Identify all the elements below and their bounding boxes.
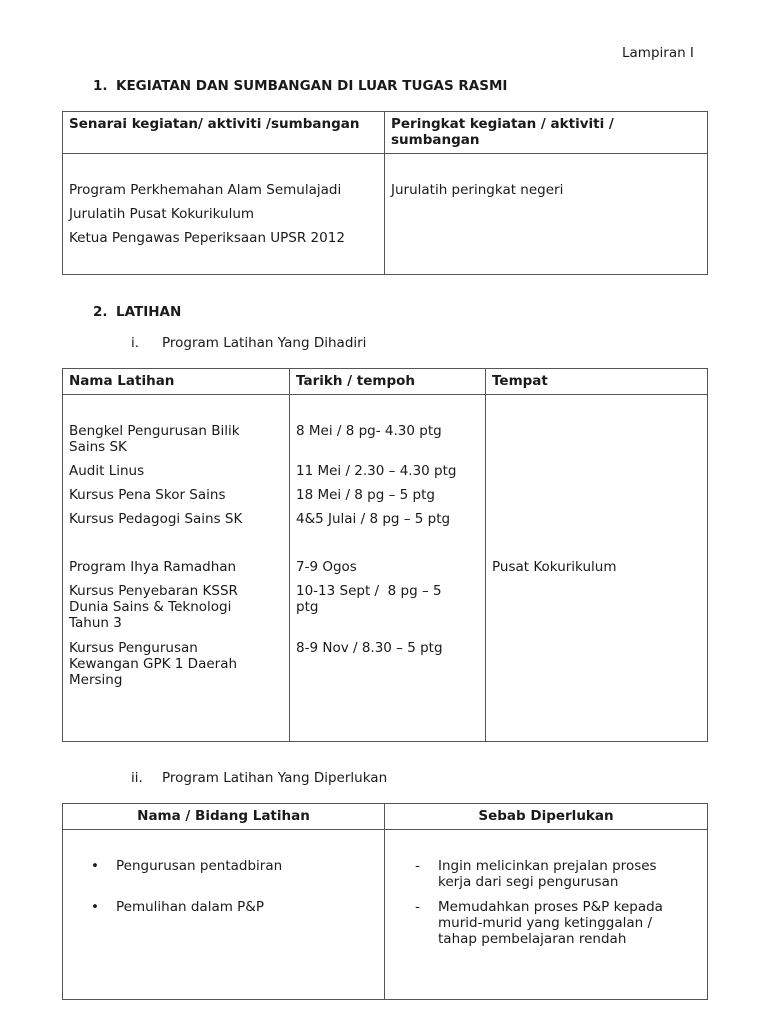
needed-fields-cell [63, 830, 385, 1000]
bullet-icon: • [91, 899, 99, 915]
dash-icon: - [415, 858, 420, 874]
training-dates-cell [290, 395, 486, 742]
needed-reason: Memudahkan proses P&P kepada murid-murid yang ketinggalan / tahap pembelajaran rendah [438, 899, 663, 947]
training-name: Audit Linus [69, 463, 145, 479]
appendix-label: Lampiran I [622, 45, 694, 61]
activities-col1-header: Senarai kegiatan/ aktiviti /sumbangan [63, 112, 385, 154]
activity-item: Ketua Pengawas Peperiksaan UPSR 2012 [69, 230, 345, 246]
activities-level-cell [385, 154, 708, 275]
section1-number: 1. [93, 78, 108, 94]
activities-col2-header: Peringkat kegiatan / aktiviti / sumbangan [385, 112, 708, 154]
needed-field: Pengurusan pentadbiran [116, 858, 283, 874]
sub1-title: Program Latihan Yang Dihadiri [162, 335, 367, 351]
sub2-title: Program Latihan Yang Diperlukan [162, 770, 388, 786]
training-date: 7-9 Ogos [296, 559, 357, 575]
activity-level: Jurulatih peringkat negeri [391, 182, 564, 198]
activities-list-cell [63, 154, 385, 275]
training-name: Bengkel Pengurusan Bilik Sains SK [69, 423, 240, 455]
training-date: 8 Mei / 8 pg- 4.30 ptg [296, 423, 442, 439]
training-names-cell [63, 395, 290, 742]
training-name: Kursus Pena Skor Sains [69, 487, 226, 503]
bullet-icon: • [91, 858, 99, 874]
needed-reasons-cell [385, 830, 708, 1000]
training-col-date-header: Tarikh / tempoh [290, 369, 486, 395]
training-date: 4&5 Julai / 8 pg – 5 ptg [296, 511, 451, 527]
section2-title: LATIHAN [116, 304, 182, 320]
needed-col-reason-header: Sebab Diperlukan [385, 804, 708, 830]
training-name: Kursus Pengurusan Kewangan GPK 1 Daerah Mersing [69, 640, 238, 688]
needed-field: Pemulihan dalam P&P [116, 899, 264, 915]
training-name: Kursus Pedagogi Sains SK [69, 511, 243, 527]
training-attended-table [62, 368, 708, 742]
needed-reason: Ingin melicinkan prejalan proses kerja dari segi pengurusan [438, 858, 657, 890]
training-col-name-header: Nama Latihan [63, 369, 290, 395]
training-date: 11 Mei / 2.30 – 4.30 ptg [296, 463, 457, 479]
training-date: 10-13 Sept / 8 pg – 5 ptg [296, 583, 446, 615]
training-place: Pusat Kokurikulum [492, 559, 617, 575]
activity-item: Program Perkhemahan Alam Semulajadi [69, 182, 342, 198]
dash-icon: - [415, 899, 420, 915]
training-name: Kursus Penyebaran KSSR Dunia Sains & Teknologi Tahun 3 [69, 583, 238, 631]
training-name: Program Ihya Ramadhan [69, 559, 237, 575]
training-needed-table [62, 803, 708, 1000]
activity-item: Jurulatih Pusat Kokurikulum [69, 206, 255, 222]
training-date: 8-9 Nov / 8.30 – 5 ptg [296, 640, 443, 656]
training-date: 18 Mei / 8 pg – 5 ptg [296, 487, 435, 503]
needed-col-field-header: Nama / Bidang Latihan [63, 804, 385, 830]
activities-table [62, 111, 708, 275]
training-place-cell [486, 395, 708, 742]
sub2-numeral: ii. [131, 770, 143, 786]
section2-number: 2. [93, 304, 108, 320]
section1-title: KEGIATAN DAN SUMBANGAN DI LUAR TUGAS RASMI [116, 78, 508, 94]
sub1-numeral: i. [131, 335, 140, 351]
training-col-place-header: Tempat [486, 369, 708, 395]
